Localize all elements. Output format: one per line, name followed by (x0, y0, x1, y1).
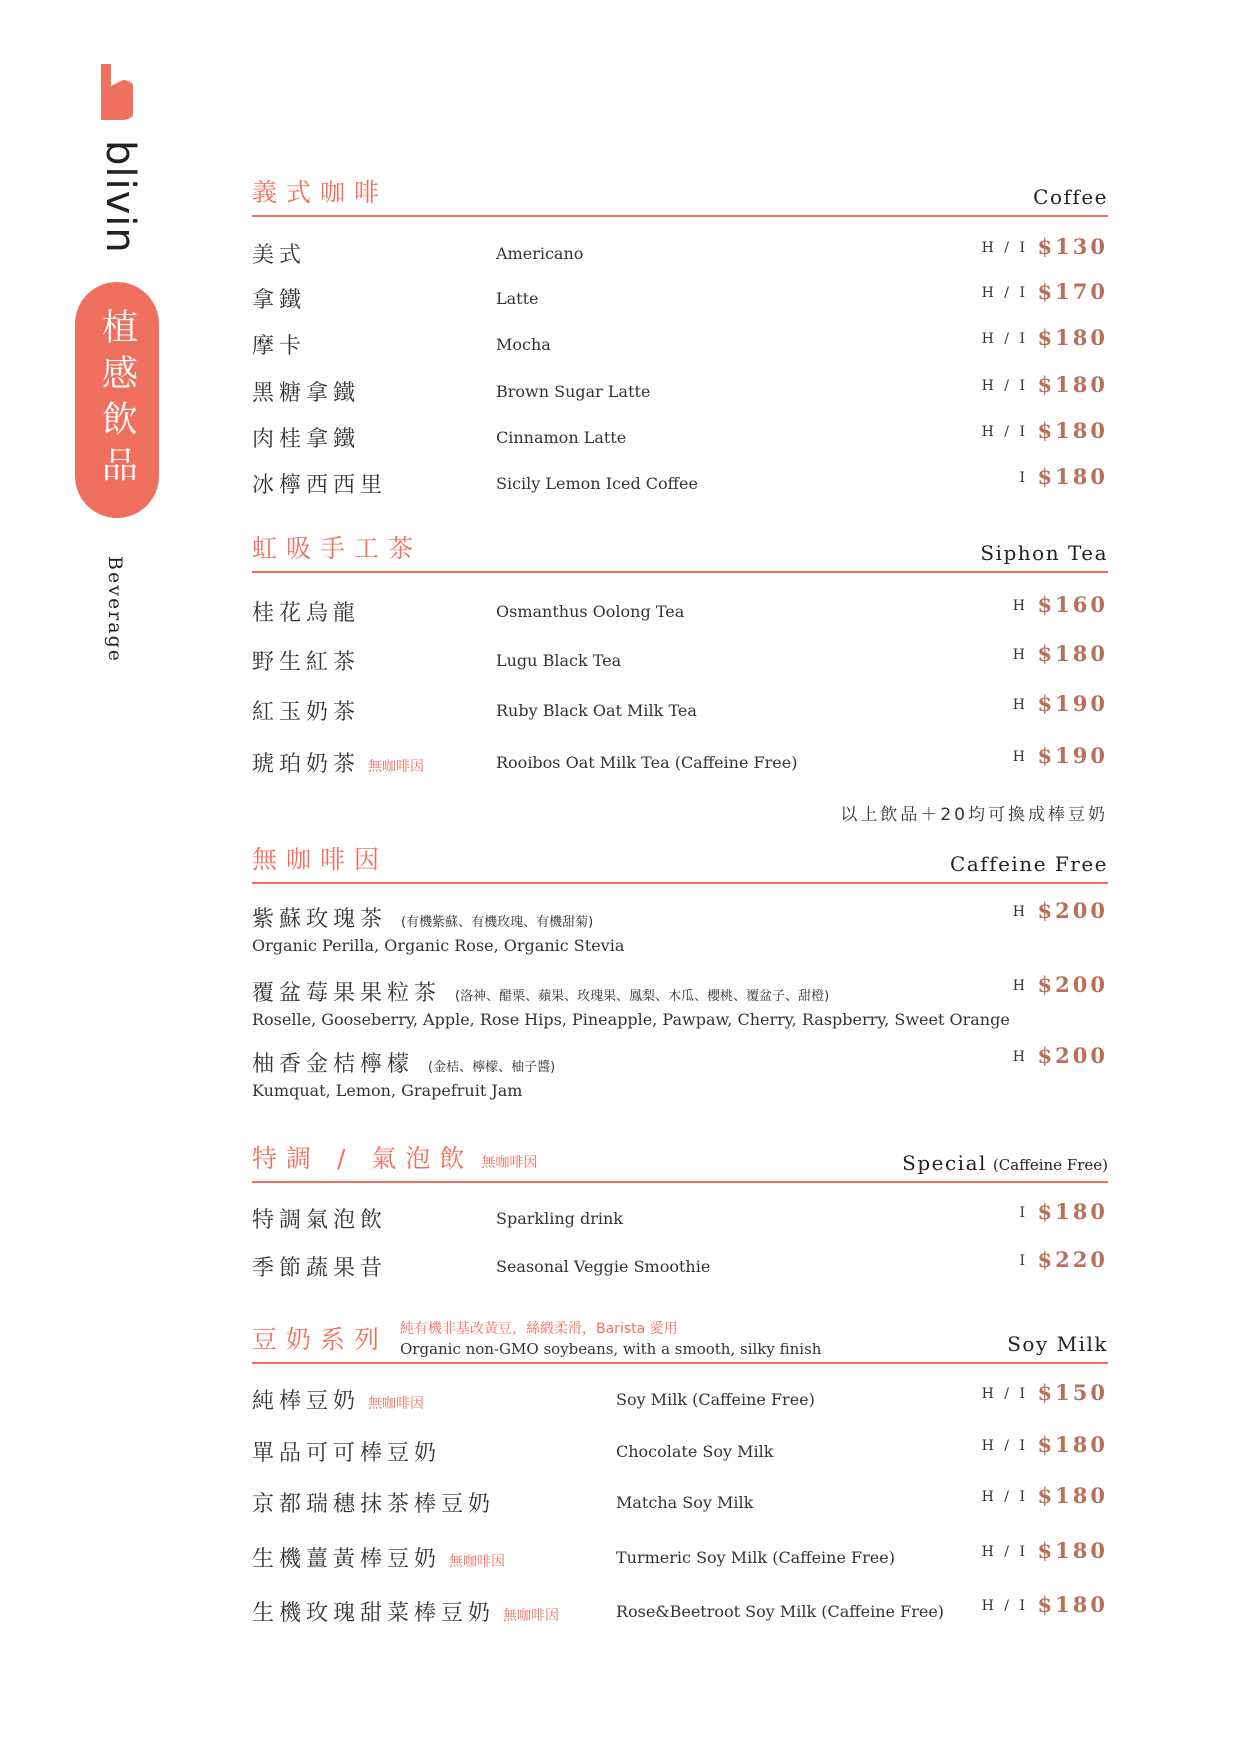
item-name-zh: 季節蔬果昔 (252, 1256, 388, 1281)
item-name-en: Latte (496, 289, 539, 308)
item-ingredients: (有機紫蘇、有機玫瑰、有機甜菊) (401, 915, 594, 930)
item-price: $180 (1037, 464, 1108, 489)
item-name-zh (252, 1542, 505, 1573)
menu-item (252, 1380, 1108, 1418)
section-title-zh-text: 特調 / 氣泡飲 (252, 1144, 474, 1173)
item-name-en: Lugu Black Tea (496, 651, 622, 670)
item-name-zh: 京都瑞穗抹茶棒豆奶 (252, 1492, 496, 1517)
item-name-zh-text: 生機玫瑰甜菜棒豆奶 (252, 1601, 496, 1626)
item-name-zh (252, 902, 593, 933)
item-name-zh-text: 琥珀奶茶 (252, 752, 361, 777)
category-zh: 植感飲品 (96, 308, 138, 492)
item-price: $200 (1037, 898, 1108, 923)
section-title-en: Siphon Tea (980, 541, 1108, 565)
menu-item (252, 279, 1108, 317)
soy-note-en: Organic non-GMO soybeans, with a smooth, silky finish (400, 1340, 822, 1358)
menu-item (252, 234, 1108, 272)
menu-item (252, 372, 1108, 410)
sidebar (0, 0, 200, 700)
section-title-zh: 虹吸手工茶 (252, 534, 423, 563)
section-title-zh (252, 1139, 537, 1175)
section-title-zh: 義式咖啡 (252, 178, 389, 207)
item-name-en: Sparkling drink (496, 1209, 623, 1228)
item-name-en: Matcha Soy Milk (616, 1493, 754, 1512)
blivin-logo-icon (101, 64, 133, 120)
item-name-en: Rose&Beetroot Soy Milk (Caffeine Free) (616, 1602, 945, 1621)
item-temp: H / I (981, 240, 1028, 256)
section-title-en: Caffeine Free (950, 852, 1108, 876)
section-title-en (902, 1151, 1108, 1175)
item-ingredients: (金桔、檸檬、柚子醬) (428, 1060, 556, 1075)
item-price: $190 (1037, 691, 1108, 716)
item-name-en: Cinnamon Latte (496, 428, 627, 447)
item-price: $220 (1037, 1247, 1108, 1272)
item-name-en: Roselle, Gooseberry, Apple, Rose Hips, Pineapple, Pawpaw, Cherry, Raspberry, Sweet Orange (252, 1010, 1010, 1029)
item-price: $180 (1037, 372, 1108, 397)
caffeine-free-note: 無咖啡因 (481, 1155, 538, 1171)
item-name-en: Rooibos Oat Milk Tea (Caffeine Free) (496, 753, 798, 772)
item-price: $180 (1037, 1483, 1108, 1508)
caffeine-free-note: 無咖啡因 (503, 1608, 560, 1624)
menu-item (252, 1199, 1108, 1237)
menu-item (252, 1043, 1108, 1107)
item-temp: H (1012, 647, 1028, 663)
category-en: Beverage (104, 556, 126, 664)
section-header-soy (252, 1322, 1108, 1364)
item-temp: H (1012, 978, 1028, 994)
item-name-zh: 黑糖拿鐵 (252, 381, 361, 406)
menu-item (252, 592, 1108, 630)
item-name-zh: 桂花烏龍 (252, 601, 361, 626)
item-temp: H / I (981, 331, 1028, 347)
item-name-zh: 特調氣泡飲 (252, 1208, 388, 1233)
caffeine-free-note: 無咖啡因 (368, 1396, 425, 1412)
item-name-zh-text: 生機薑黃棒豆奶 (252, 1547, 442, 1572)
item-name-en: Organic Perilla, Organic Rose, Organic Stevia (252, 936, 625, 955)
item-name-zh-text: 紫蘇玫瑰茶 (252, 907, 388, 932)
item-name-en: Mocha (496, 335, 551, 354)
section-title-zh: 豆奶系列 (252, 1325, 389, 1354)
item-temp: H (1012, 697, 1028, 713)
section-title-en-sub: (Caffeine Free) (992, 1156, 1108, 1174)
item-price: $180 (1037, 1199, 1108, 1224)
item-ingredients: (洛神、醋栗、蘋果、玫瑰果、鳳梨、木瓜、櫻桃、覆盆子、甜橙) (455, 989, 830, 1004)
item-price: $180 (1037, 641, 1108, 666)
item-name-en: Chocolate Soy Milk (616, 1442, 774, 1461)
item-temp: H (1012, 1049, 1028, 1065)
menu-item (252, 1592, 1108, 1630)
item-price: $180 (1037, 325, 1108, 350)
menu-item (252, 743, 1108, 781)
item-name-zh: 野生紅茶 (252, 650, 361, 675)
item-price: $130 (1037, 234, 1108, 259)
item-name-zh-text: 純棒豆奶 (252, 1389, 361, 1414)
item-name-zh (252, 1596, 559, 1627)
item-price: $150 (1037, 1380, 1108, 1405)
item-name-en: Seasonal Veggie Smoothie (496, 1257, 711, 1276)
brand-name: blivin (97, 140, 143, 254)
menu-item (252, 464, 1108, 502)
item-temp: I (1019, 1205, 1028, 1221)
menu-item (252, 691, 1108, 729)
menu-item (252, 1432, 1108, 1470)
item-temp: H / I (981, 1598, 1028, 1614)
item-price: $200 (1037, 972, 1108, 997)
item-price: $200 (1037, 1043, 1108, 1068)
soy-swap-note: 以上飲品＋20均可換成棒豆奶 (840, 805, 1108, 825)
item-name-en: Soy Milk (Caffeine Free) (616, 1390, 815, 1409)
item-temp: H / I (981, 1438, 1028, 1454)
item-name-zh (252, 976, 829, 1007)
item-temp: H / I (981, 424, 1028, 440)
section-title-en-text: Special (902, 1151, 987, 1175)
item-name-zh-text: 柚香金桔檸檬 (252, 1052, 415, 1077)
item-temp: I (1019, 470, 1028, 486)
menu-item (252, 641, 1108, 679)
item-price: $160 (1037, 592, 1108, 617)
item-name-en: Ruby Black Oat Milk Tea (496, 701, 697, 720)
item-name-en: Sicily Lemon Iced Coffee (496, 474, 698, 493)
item-temp: H (1012, 904, 1028, 920)
soy-description (400, 1318, 821, 1358)
item-temp: H (1012, 598, 1028, 614)
item-name-zh: 紅玉奶茶 (252, 700, 361, 725)
item-name-zh: 摩卡 (252, 334, 307, 359)
section-title-zh: 無咖啡因 (252, 845, 389, 874)
caffeine-free-note: 無咖啡因 (368, 759, 425, 775)
item-name-zh: 單品可可棒豆奶 (252, 1441, 442, 1466)
item-name-zh (252, 747, 424, 778)
section-title-en: Soy Milk (1007, 1332, 1108, 1356)
soy-note-zh: 純有機非基改黃豆，絲緞柔滑，Barista 愛用 (400, 1321, 678, 1337)
menu-item (252, 1538, 1108, 1576)
menu-item (252, 972, 1108, 1036)
item-name-en: Osmanthus Oolong Tea (496, 602, 685, 621)
item-name-en: Turmeric Soy Milk (Caffeine Free) (616, 1548, 895, 1567)
item-price: $180 (1037, 1432, 1108, 1457)
item-name-zh: 冰檸西西里 (252, 473, 388, 498)
item-name-zh (252, 1047, 555, 1078)
item-name-en: Americano (496, 244, 584, 263)
section-header-coffee (252, 175, 1108, 217)
menu-item (252, 1483, 1108, 1521)
menu-item (252, 325, 1108, 363)
item-price: $190 (1037, 743, 1108, 768)
section-header-tea (252, 531, 1108, 573)
item-name-zh: 肉桂拿鐵 (252, 427, 361, 452)
item-name-en: Kumquat, Lemon, Grapefruit Jam (252, 1081, 523, 1100)
category-pill (75, 282, 159, 518)
item-temp: H / I (981, 1386, 1028, 1402)
item-price: $180 (1037, 418, 1108, 443)
item-name-zh-text: 覆盆莓果果粒茶 (252, 981, 442, 1006)
item-price: $180 (1037, 1538, 1108, 1563)
item-name-zh (252, 1384, 424, 1415)
section-header-caffeine-free (252, 842, 1108, 884)
item-temp: H / I (981, 1489, 1028, 1505)
menu-item (252, 1247, 1108, 1285)
menu-item (252, 418, 1108, 456)
item-name-zh: 拿鐵 (252, 288, 307, 313)
item-name-en: Brown Sugar Latte (496, 382, 651, 401)
caffeine-free-note: 無咖啡因 (449, 1554, 506, 1570)
section-title-en: Coffee (1033, 185, 1108, 209)
item-temp: H / I (981, 1544, 1028, 1560)
item-temp: H (1012, 749, 1028, 765)
item-price: $180 (1037, 1592, 1108, 1617)
section-header-special (252, 1141, 1108, 1183)
item-temp: I (1019, 1253, 1028, 1269)
item-name-zh: 美式 (252, 243, 307, 268)
item-temp: H / I (981, 378, 1028, 394)
item-price: $170 (1037, 279, 1108, 304)
menu-item (252, 898, 1108, 962)
item-temp: H / I (981, 285, 1028, 301)
